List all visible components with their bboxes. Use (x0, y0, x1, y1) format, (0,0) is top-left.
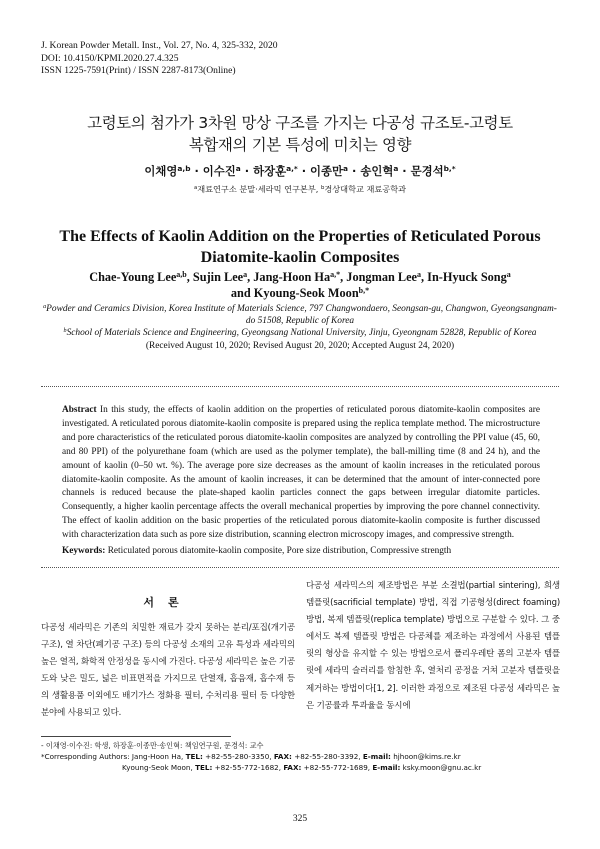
affil-sup: a (193, 185, 198, 192)
author-affil-sup: b,* (358, 286, 370, 296)
english-title-line2: Diatomite-kaolin Composites (200, 249, 400, 266)
author-separator: , (247, 270, 254, 284)
body-right-column: 다공성 세라믹스의 제조방법은 부분 소결법(partial sintering), 희생 템플릿(sacrificial template) 방법, 직접 기공형성(direct foaming) 방법, 복제 템플릿(replica template) 방법으로 구분할 수 있다. 그 중에서도 복제 템플릿 방법은 다공체를 제조하는 과정에서 사용된 템플릿의 형상을 유지할 수 있는 방법으로서 폴리우레탄 폼의 고분자 템플릿에 세라믹 슬러리를 함침한 후, 열처리 공정을 거쳐 고분자 템플릿을 제거하는 방법이다[1, 2]. 이러한 과정으로 제조된 다공성 세라믹은 높은 기공률과 투과율을 동시에 (306, 581, 560, 711)
korean-author: 송인혁 (360, 164, 394, 178)
korean-affiliations (30, 184, 570, 195)
author-affil-sup: a,* (286, 164, 298, 174)
journal-doi: DOI: 10.4150/KPMI.2020.27.4.325 (41, 52, 179, 64)
author-affil-sup: a,* (330, 270, 341, 280)
tel-value: +82-55-772-1682, (212, 763, 284, 773)
affil-sup: b (63, 328, 67, 335)
korean-author: 이채영 (144, 164, 178, 178)
english-author: Kyoung-Seok Moon (253, 286, 359, 300)
author-affil-sup: a,b (177, 164, 191, 174)
keywords (62, 545, 540, 558)
author-separator: , (186, 270, 193, 284)
affil-sup: a (43, 303, 47, 310)
author-separator: , (421, 270, 428, 284)
author-and: and (230, 286, 254, 300)
author-affil-sup: b,* (443, 164, 456, 174)
author-separator: · (398, 164, 411, 178)
english-title-line1: The Effects of Kaolin Addition on the Properties of Reticulated Porous (59, 228, 541, 245)
tel-label: TEL: (185, 752, 203, 762)
korean-author: 이종만 (310, 164, 344, 178)
english-authors (30, 269, 570, 301)
author-separator: · (348, 164, 361, 178)
fax-label: FAX: (283, 763, 302, 773)
tel-label: TEL: (195, 763, 213, 773)
english-authors-line1 (30, 269, 570, 285)
korean-affil-a: 재료연구소 분말·세라믹 연구본부, (197, 184, 321, 194)
keywords-label: Keywords: (62, 546, 106, 556)
english-author: Jongman Lee (346, 270, 418, 284)
journal-citation: J. Korean Powder Metall. Inst., Vol. 27, No. 4, 325-332, 2020 (41, 40, 278, 51)
received-dates: (Received August 10, 2020; Revised August 20, 2020; Accepted August 24, 2020) (145, 340, 455, 351)
author-affil-sup: a (506, 270, 511, 280)
footnote-rule (41, 736, 231, 737)
footnote-corresponding-2 (41, 762, 561, 773)
english-affil-a: Powder and Ceramics Division, Korea Institute of Materials Science, 797 Changwondaero, Seongsan-gu, Changwon, Gyeongsangnam-do 51508, Republic of Korea (46, 304, 557, 327)
korean-author: 하장훈 (253, 164, 287, 178)
journal-issn: ISSN 1225-7591(Print) / ISSN 2287-8173(Online) (41, 65, 236, 77)
tel-value: +82-55-280-3350, (202, 752, 274, 762)
english-author: In-Hyuck Song (427, 270, 507, 284)
english-affiliations (40, 303, 560, 352)
korean-author: 문경석 (410, 164, 444, 178)
corresponding-prefix: *Corresponding Authors: Jang-Hoon Ha, (41, 752, 186, 762)
english-title (30, 226, 570, 268)
abstract (62, 404, 540, 543)
affil-sup: b (320, 185, 325, 192)
english-author: Jang-Hoon Ha (253, 270, 331, 284)
author-affil-sup: a,b (176, 270, 187, 280)
english-authors-line2 (30, 285, 570, 301)
korean-title-line2: 복합재의 기본 특성에 미치는 영향 (188, 136, 412, 154)
email-label: E-mail: (372, 763, 401, 773)
corresponding-prefix: Kyoung-Seok Moon, (122, 763, 196, 773)
journal-header (41, 40, 441, 78)
korean-affil-b: 경상대학교 재료공학과 (324, 184, 407, 194)
abstract-label: Abstract (62, 405, 97, 415)
english-author: Sujin Lee (192, 270, 244, 284)
keywords-text: Reticulated porous diatomite-kaolin composite, Pore size distribution, Compressive strength (107, 546, 452, 556)
author-separator: · (297, 164, 311, 178)
english-affil-b: School of Materials Science and Engineering, Gyeongsang National University, Jinju, Gyeongnam 52828, Republic of Korea (66, 328, 537, 339)
korean-authors (30, 163, 570, 179)
fax-value: +82-55-772-1689, (301, 763, 373, 773)
english-affil-a-block (40, 303, 560, 327)
page-number: 325 (292, 814, 308, 824)
author-affil-sup: a (393, 164, 399, 174)
footnote-corresponding-1 (41, 751, 561, 762)
english-affil-b-block (40, 327, 560, 339)
author-affil-sup: a (417, 270, 422, 280)
author-separator: · (190, 164, 203, 178)
author-affil-sup: a (343, 164, 349, 174)
abstract-top-divider (41, 386, 559, 387)
korean-author: 이수진 (202, 164, 236, 178)
korean-title (30, 112, 570, 156)
body-left-column: 다공성 세라믹은 기존의 치밀한 재료가 갖지 못하는 분리/포집(개기공 구조), 열 차단(폐기공 구조) 등의 다공성 소재의 고유 특성과 세라믹의 높은 열적, 화학적 안정성을 동시에 가진다. 다공성 세라믹은 높은 기공도와 낮은 밀도, 넓은 비표면적을 가지므로 단열재, 흡음재, 흡수재 등의 생활용품 이외에도 배기가스 정화용 필터, 수처리용 필터 등 다양한 분야에 사용되고 있다. (41, 623, 295, 719)
author-separator: · (240, 164, 254, 178)
footnote-roles: - 이채영·이수진: 학생, 하장훈·이종만·송인혁: 책임연구원, 문경석: 교수 (41, 741, 264, 750)
section-heading: 서론 (143, 596, 193, 609)
author-affil-sup: a (243, 270, 248, 280)
author-separator: , (340, 270, 347, 284)
email-link[interactable]: ksky.moon@gnu.ac.kr (400, 763, 482, 773)
abstract-bottom-divider (41, 567, 559, 568)
abstract-text: In this study, the effects of kaolin addition on the properties of reticulated porous diatomite-kaolin composites are investigated. A reticulated porous diatomite-kaolin composite is prepared using the replica template method. The microstructure and pore characteristics of the reticulated porous diatomite-kaolin composites are analyzed by controlling the PPI value (45, 60, and 80 PPI) of the polyurethane foam (which are used as the polymer template), the ball-milling time (8 and 24 h), and the amount of kaolin (0–50 wt. %). The average pore size decreases as the amount of kaolin increases in the reticulated porous diatomite-kaolin composite. As the amount of kaolin increases, it can be determined that the amount of inter-connected pore channels is reduced because the plate-shaped kaolin particles connect the gaps between irregular diatomite particles. Consequently, a higher kaolin percentage affects the overall mechanical properties by improving the pore channel connectivity. The effect of kaolin addition on the basic properties of the reticulated porous diatomite-kaolin composite is further discussed with characterization data such as pore size distribution, scanning electron microscopy images, and compressive strength. (62, 405, 541, 541)
fax-value: +82-55-280-3392, (291, 752, 363, 762)
fax-label: FAX: (273, 752, 292, 762)
author-affil-sup: a (235, 164, 241, 174)
email-label: E-mail: (362, 752, 391, 762)
footnote (41, 740, 561, 773)
english-author: Chae-Young Lee (89, 270, 177, 284)
korean-title-line1: 고령토의 첨가가 3차원 망상 구조를 가지는 다공성 규조토-고령토 (87, 114, 513, 132)
email-link[interactable]: hjhoon@kims.re.kr (390, 752, 461, 762)
